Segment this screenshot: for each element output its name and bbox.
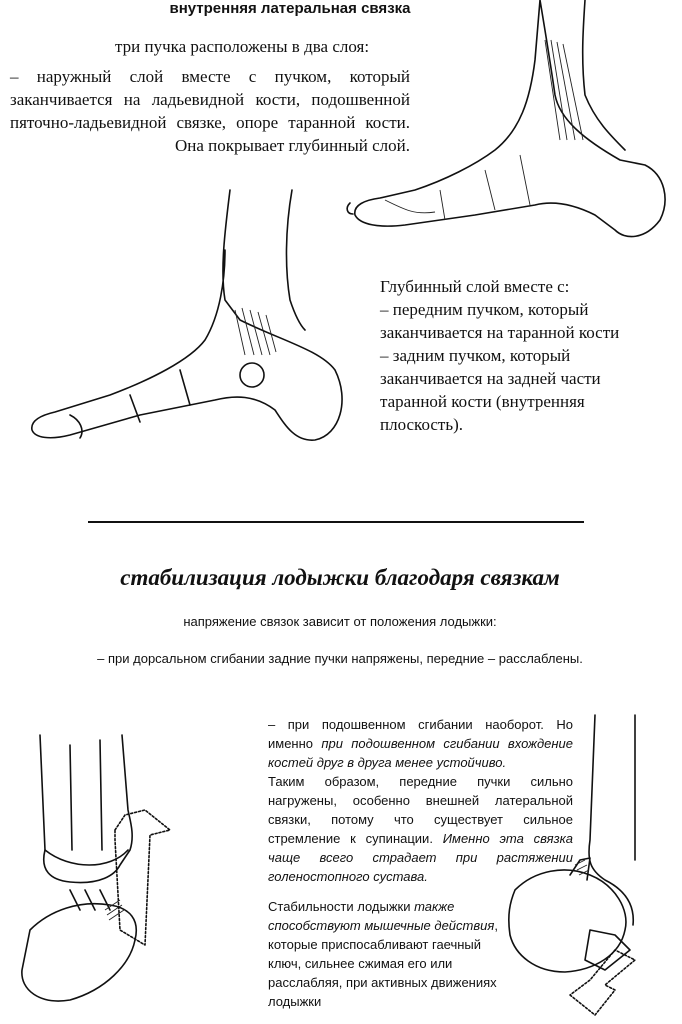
stability-text-c: , которые приспосабливают гаечный ключ, сильнее сжимая его или расслабляя, при активных движениях лодыжки	[268, 918, 498, 1009]
front-bundle-text: – передним пучком, который заканчивается на таранной кости	[380, 300, 620, 342]
foot-illustration-middle	[30, 190, 360, 455]
ankle-illustration-left	[10, 730, 185, 1020]
thus-text-a: Таким образом, передние пучки сильно нагружены, особенно внешней латеральной связки, потому что существует сильное стремление к супинации.	[268, 774, 573, 846]
stability-text-b: также способствуют мышечные действия	[268, 899, 495, 933]
thus-text-b: Именно эта связка чаще всего страдает при растяжении голеностопного сустава.	[268, 831, 573, 884]
section-divider	[88, 521, 584, 523]
deep-layer-intro: Глубинный слой вместе с:	[380, 277, 570, 296]
tension-text: напряжение связок зависит от положения лодыжки:	[183, 614, 497, 629]
deep-layer-paragraph	[380, 275, 645, 436]
plantar-text-a: – при подошвенном сгибании наоборот. Но именно	[268, 717, 573, 751]
ankle-illustration-right	[495, 710, 675, 1020]
rear-bundle-text: – задним пучком, который заканчивается на задней части таранной кости (внутренняя плоскость).	[380, 346, 601, 434]
plantar-text-b: при подошвенном сгибании вхождение костей друг в друга менее устойчиво.	[268, 736, 573, 770]
section-title: стабилизация лодыжки благодаря связкам	[120, 565, 560, 590]
ligament-heading: внутренняя латеральная связка	[169, 0, 411, 17]
dorsal-flexion-text: – при дорсальном сгибании задние пучки напряжены, передние – расслаблены.	[97, 651, 583, 666]
muscle-stability-paragraph	[268, 897, 498, 1011]
foot-illustration-top	[345, 0, 675, 245]
outer-layer-text: – наружный слой вместе с пучком, который заканчивается на ладьевидной кости, подошвенной пяточно-ладьевидной связке, опоре таранной кости. Она покрывает глубинный слой.	[10, 67, 410, 155]
layers-intro: три пучка расположены в два слоя:	[115, 37, 370, 56]
stability-text-a: Стабильности лодыжки	[268, 899, 415, 914]
